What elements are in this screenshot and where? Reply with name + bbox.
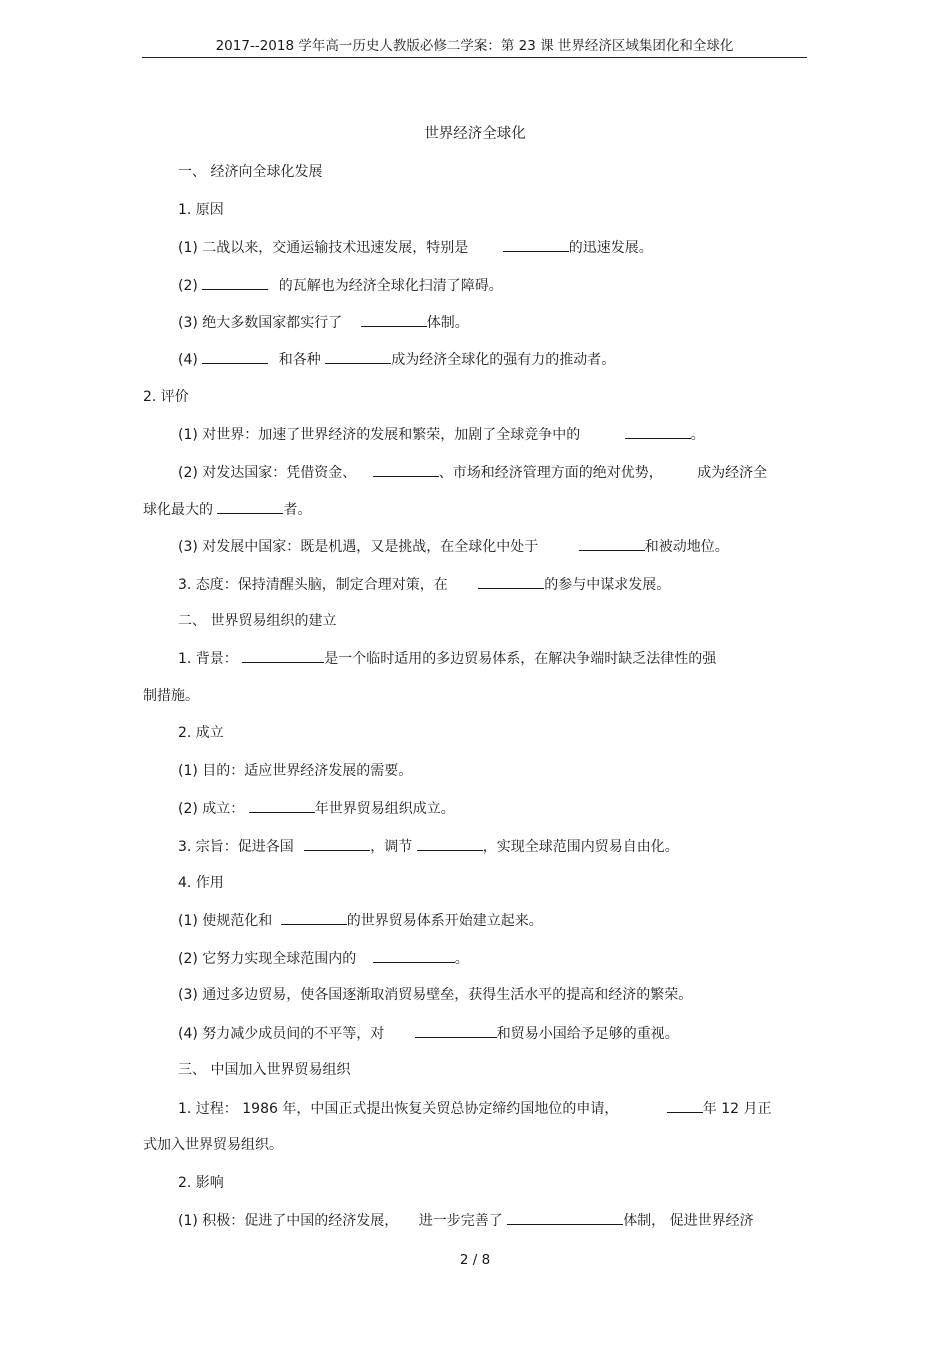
fill-blank[interactable] [304, 835, 370, 851]
text: (4) [178, 352, 198, 368]
page-number: 2 / 8 [459, 1252, 491, 1268]
evaluation-2-line-cont [143, 498, 311, 520]
section-heading-2: 二、 世界贸易组织的建立 [178, 613, 337, 629]
fill-blank[interactable] [415, 1022, 497, 1038]
page-header [142, 38, 807, 58]
text: 成为经济全 [697, 465, 768, 481]
fill-blank[interactable] [625, 423, 691, 439]
fill-blank[interactable] [217, 498, 283, 514]
section-heading-3: 三、 中国加入世界贸易组织 [178, 1062, 351, 1078]
text: 的世界贸易体系开始建立起来。 [346, 913, 543, 929]
fill-blank[interactable] [202, 348, 268, 364]
text: 和各种 [278, 352, 321, 368]
text: 。 [454, 951, 469, 967]
text: (1) 对世界：加速了世界经济的发展和繁荣，加剧了全球竞争中的 [178, 427, 581, 443]
header-text: 2017--2018 学年高一历史人教版必修二学案：第 23 课 世界经济区域集团化和全球化 [215, 38, 734, 54]
fill-blank[interactable] [373, 461, 439, 477]
text: 的参与中谋求发展。 [544, 577, 671, 593]
evaluation-3-line [178, 535, 729, 557]
fill-blank[interactable] [667, 1097, 703, 1113]
fill-blank[interactable] [478, 573, 544, 589]
text: 、市场和经济管理方面的绝对优势， [438, 465, 663, 481]
reason-3-line [178, 311, 469, 333]
fill-blank[interactable] [325, 348, 391, 364]
text: 年世界贸易组织成立。 [314, 801, 455, 817]
fill-blank[interactable] [249, 797, 315, 813]
text: ，实现全球范围内贸易自由化。 [482, 839, 679, 855]
text: 体制， 促进世界经济 [623, 1213, 754, 1229]
attitude-line [178, 573, 670, 595]
role-4-line [178, 1022, 679, 1044]
subheading-reasons: 1. 原因 [178, 202, 224, 218]
text: 的迅速发展。 [568, 240, 653, 256]
purpose-line: (1) 目的：适应世界经济发展的需要。 [178, 763, 413, 779]
tenet-line [178, 835, 679, 857]
fill-blank[interactable] [417, 835, 483, 851]
text: 。 [690, 427, 705, 443]
text: (1) 二战以来，交通运输技术迅速发展，特别是 [178, 240, 469, 256]
text: 进一步完善了 [418, 1213, 503, 1229]
text: (1) 使规范化和 [178, 913, 273, 929]
text: 3. 宗旨：促进各国 [178, 839, 294, 855]
page-title: 世界经济全球化 [424, 126, 526, 142]
text: (2) 对发达国家：凭借资金、 [178, 465, 357, 481]
reason-4-line [178, 348, 615, 370]
subheading-establishment: 2. 成立 [178, 725, 224, 741]
text: (2) 成立： [178, 801, 245, 817]
role-1-line [178, 909, 543, 931]
text: (2) 它努力实现全球范围内的 [178, 951, 357, 967]
text: 是一个临时适用的多边贸易体系，在解决争端时缺乏法律性的强 [324, 651, 717, 667]
text: 3. 态度：保持清醒头脑，制定合理对策，在 [178, 577, 448, 593]
subheading-evaluation: 2. 评价 [143, 389, 189, 405]
text: (3) 绝大多数国家都实行了 [178, 315, 343, 331]
fill-blank[interactable] [202, 274, 268, 290]
text: 者。 [283, 502, 312, 518]
fill-blank[interactable] [373, 947, 455, 963]
text: 1. 背景： [178, 651, 238, 667]
fill-blank[interactable] [281, 909, 347, 925]
text: ，调节 [370, 839, 413, 855]
text: (4) 努力减少成员间的不平等，对 [178, 1026, 385, 1042]
subheading-impact: 2. 影响 [178, 1175, 224, 1191]
subheading-role: 4. 作用 [178, 875, 224, 891]
role-2-line [178, 947, 469, 969]
text: 和被动地位。 [644, 539, 729, 555]
fill-blank[interactable] [507, 1209, 623, 1225]
text: 成为经济全球化的强有力的推动者。 [391, 352, 616, 368]
section-heading-1: 一、 经济向全球化发展 [178, 164, 323, 180]
text: 的瓦解也为经济全球化扫清了障碍。 [278, 278, 503, 294]
text: 和贸易小国给予足够的重视。 [496, 1026, 679, 1042]
evaluation-1-line [178, 423, 705, 445]
text: 球化最大的 [143, 502, 213, 518]
reason-1-line [178, 236, 653, 258]
text: 体制。 [426, 315, 469, 331]
text: 年 12 月正 [702, 1101, 772, 1117]
process-line [178, 1097, 772, 1119]
fill-blank[interactable] [242, 647, 324, 663]
background-line [178, 647, 716, 669]
founded-line [178, 797, 455, 819]
fill-blank[interactable] [579, 535, 645, 551]
text: 1. 过程： 1986 年，中国正式提出恢复关贸总协定缔约国地位的申请， [178, 1101, 619, 1117]
impact-1-line [178, 1209, 754, 1231]
text: (2) [178, 278, 198, 294]
fill-blank[interactable] [361, 311, 427, 327]
evaluation-2-line [178, 461, 767, 483]
fill-blank[interactable] [503, 236, 569, 252]
background-line-cont: 制措施。 [143, 688, 199, 704]
reason-2-line [178, 274, 503, 296]
text: (3) 对发展中国家：既是机遇，又是挑战，在全球化中处于 [178, 539, 539, 555]
role-3-line: (3) 通过多边贸易，使各国逐渐取消贸易壁垒，获得生活水平的提高和经济的繁荣。 [178, 987, 693, 1003]
process-line-cont: 式加入世界贸易组织。 [143, 1137, 283, 1153]
text: (1) 积极：促进了中国的经济发展， [178, 1213, 399, 1229]
